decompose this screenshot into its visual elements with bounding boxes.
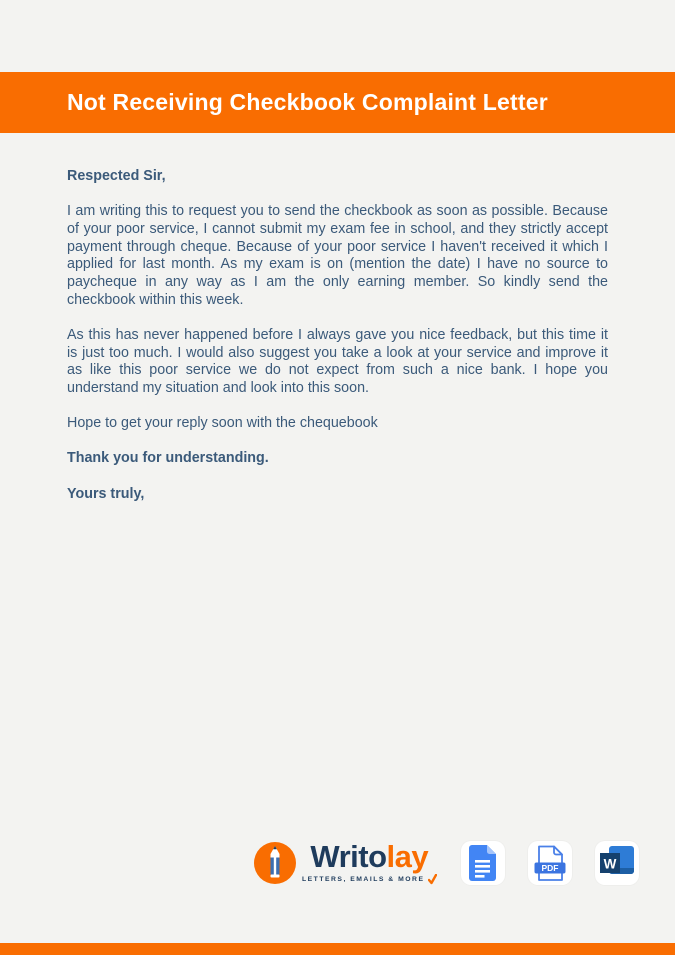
thanks-line: Thank you for understanding. bbox=[67, 450, 269, 467]
letter-paragraph-1: I am writing this to request you to send the checkbook as soon as possible. Because of your poor service, I cannot submit my exam fee in school, and they strictly accept payment through cheque. Because of your poor service I haven't received it which I applied for last month. As my exam is on (mention the date) I have no source to paycheque in any way as I am the only earning member. So kindly send the checkbook within this week. bbox=[67, 203, 608, 308]
pencil-logo-icon bbox=[253, 841, 297, 885]
brand-text bbox=[302, 841, 437, 885]
letter-body bbox=[67, 168, 608, 521]
page-title: Not Receiving Checkbook Complaint Letter bbox=[67, 89, 548, 115]
brand-tagline bbox=[302, 874, 437, 885]
brand-tagline-text: LETTERS, EMAILS & MORE bbox=[302, 876, 425, 883]
word-icon bbox=[598, 844, 636, 882]
signoff: Yours truly, bbox=[67, 485, 145, 502]
google-docs-icon bbox=[468, 845, 498, 881]
bottom-accent-bar bbox=[0, 943, 675, 955]
salutation: Respected Sir, bbox=[67, 168, 166, 184]
title-banner bbox=[0, 72, 675, 133]
word-download-button[interactable] bbox=[595, 841, 639, 885]
download-options bbox=[461, 841, 639, 885]
brand-name bbox=[310, 841, 428, 873]
brand-name-primary: Writo bbox=[310, 839, 387, 874]
pdf-icon-label: PDF bbox=[541, 862, 558, 873]
word-icon-label: W bbox=[603, 856, 616, 872]
brand-name-secondary: lay bbox=[386, 839, 429, 874]
hope-line: Hope to get your reply soon with the chequebook bbox=[67, 415, 378, 432]
google-docs-download-button[interactable] bbox=[461, 841, 505, 885]
pdf-icon bbox=[532, 845, 568, 882]
pdf-download-button[interactable] bbox=[528, 841, 572, 885]
tagline-swoosh-icon bbox=[428, 874, 437, 885]
letter-paragraph-2: As this has never happened before I always gave you nice feedback, but this time it is just too much. I would also suggest you take a look at your service and improve it as like this poor service we do not expect from such a nice bank. I hope you understand my situation and look into this soon. bbox=[67, 326, 608, 397]
footer bbox=[253, 835, 639, 891]
writolay-logo[interactable] bbox=[253, 841, 437, 885]
